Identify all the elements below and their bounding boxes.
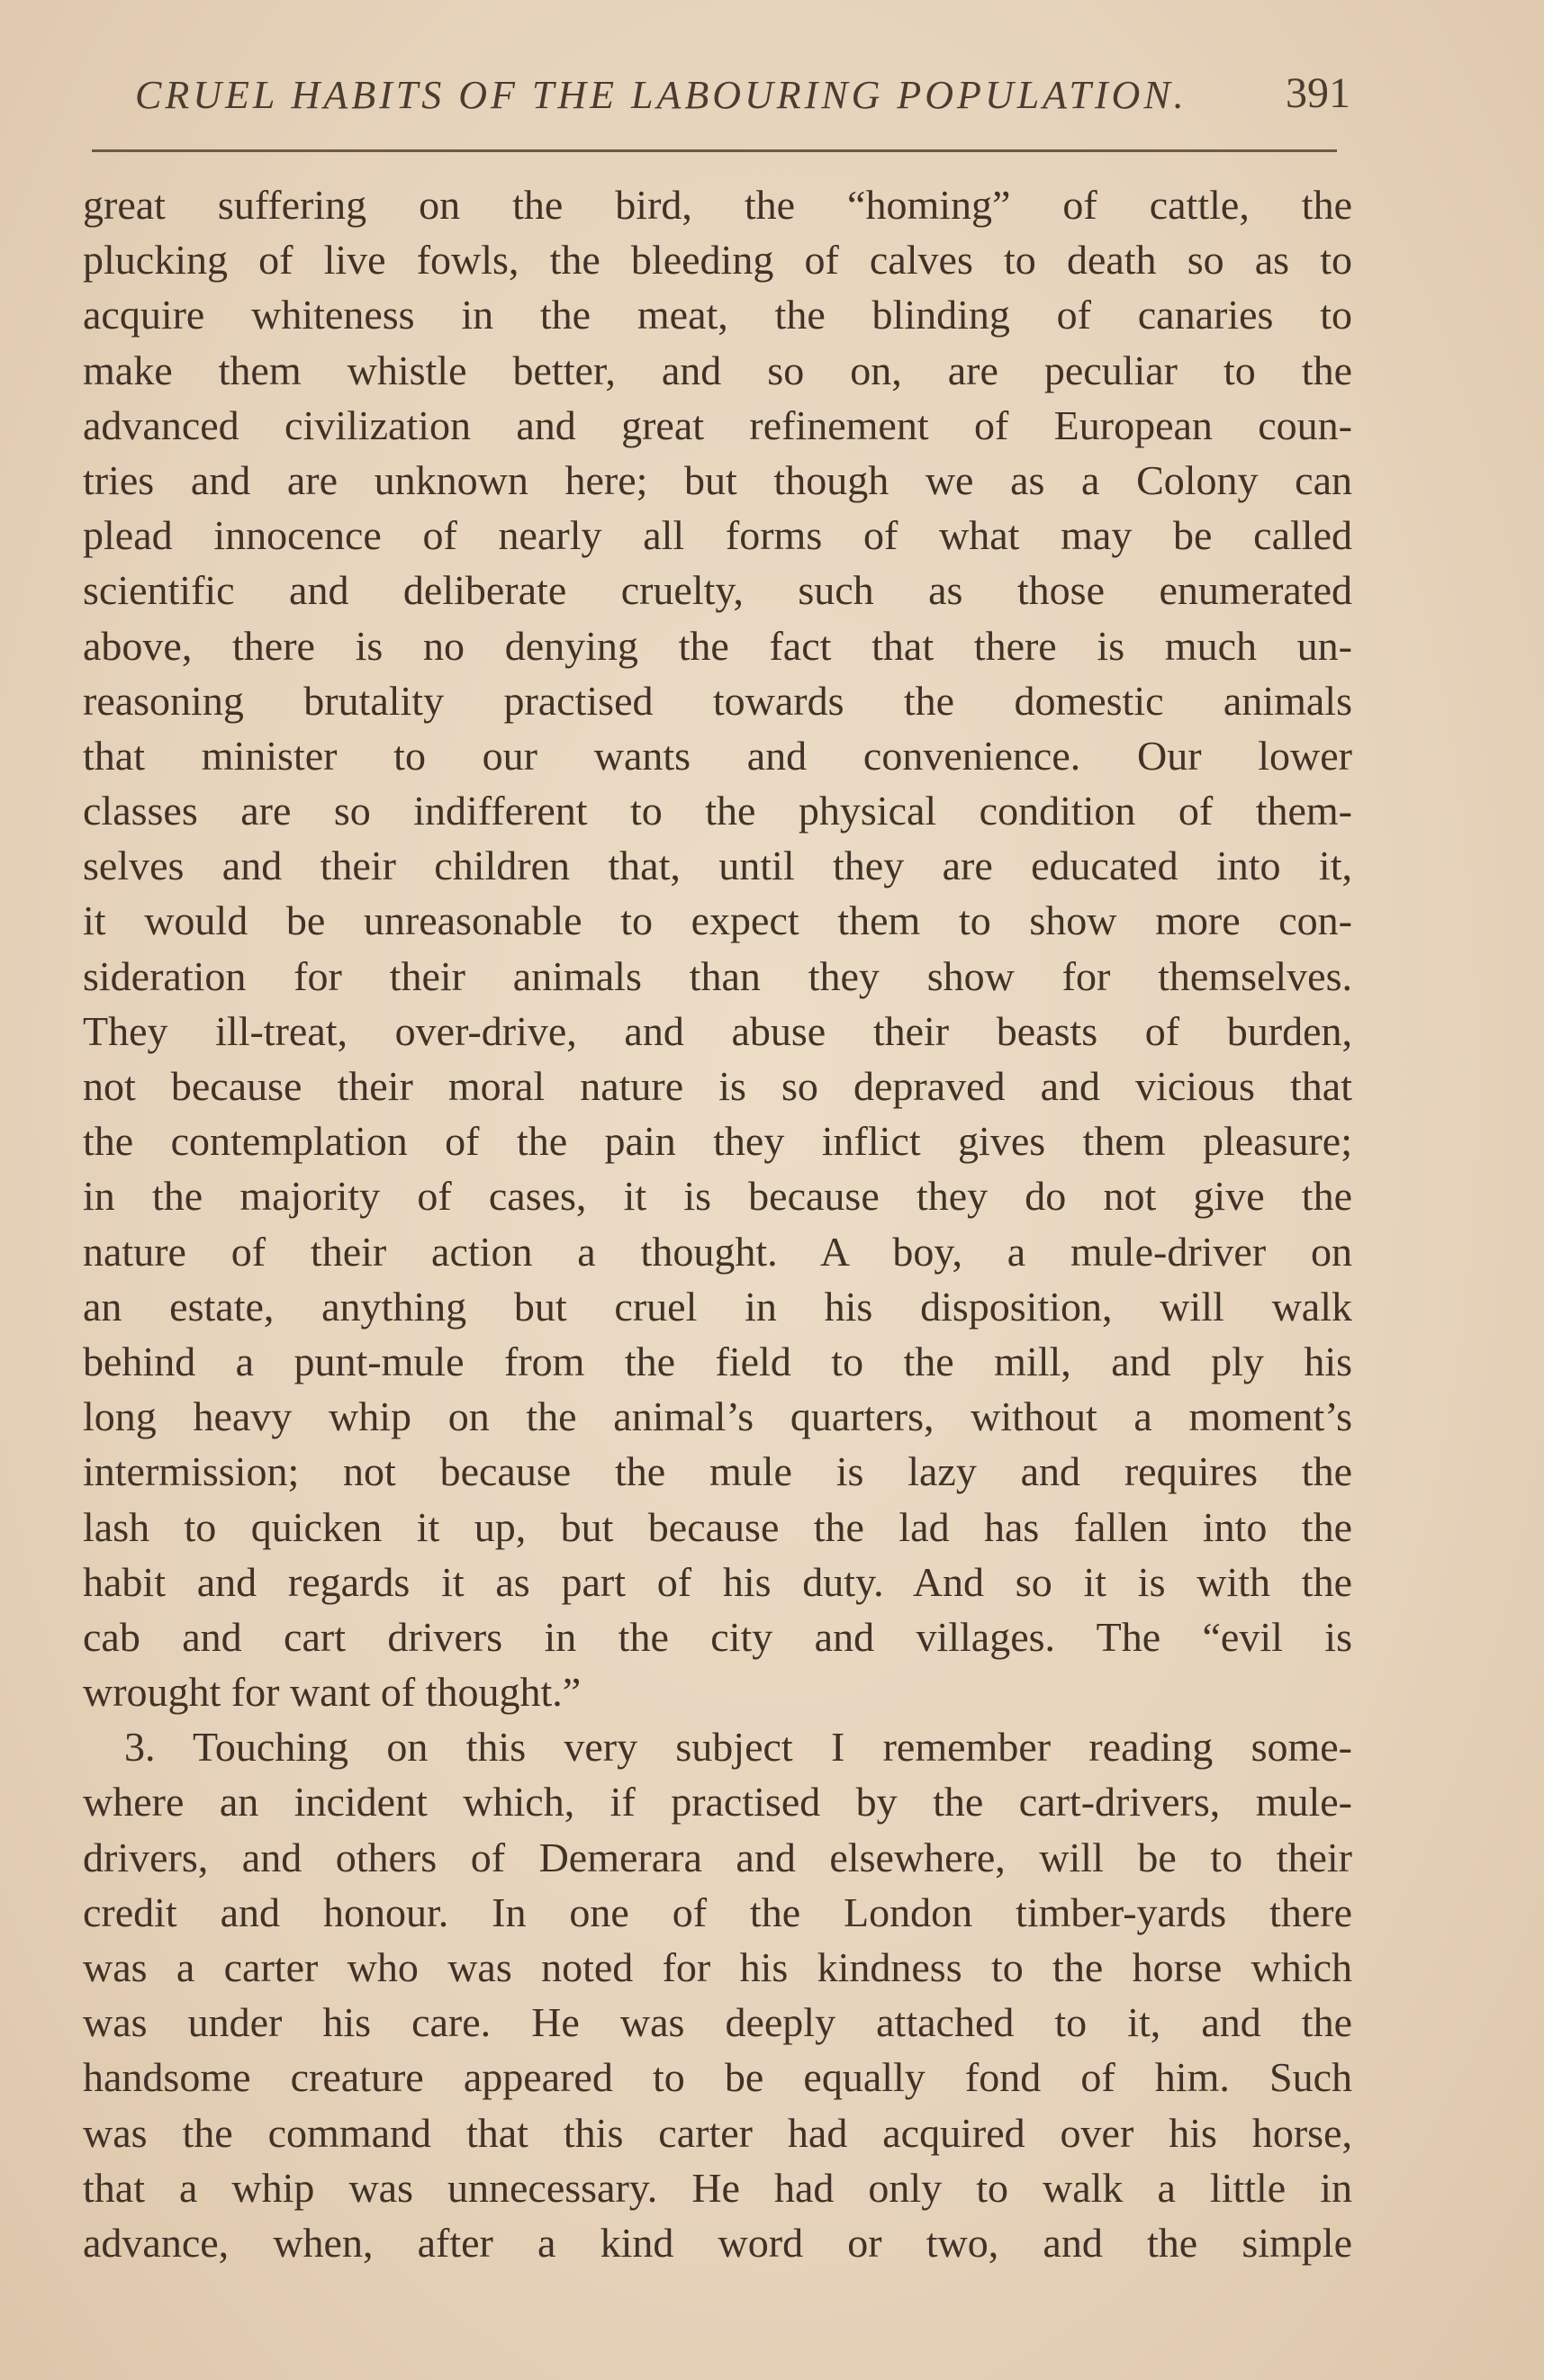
text-line: long heavy whip on the animal’s quarters, without a moment’s (83, 1393, 1352, 1440)
text-line: scientific and deliberate cruelty, such as those enumerated (83, 567, 1352, 614)
text-line: make them whistle better, and so on, are peculiar to the (83, 347, 1352, 393)
text-line: advanced civilization and great refinement of European coun- (83, 401, 1352, 448)
text-line: where an incident which, if practised by the cart-drivers, mule- (83, 1779, 1352, 1826)
text-line: an estate, anything but cruel in his disposition, will walk (83, 1283, 1352, 1330)
text-line: above, there is no denying the fact that there is much un- (83, 622, 1352, 669)
text-line: acquire whiteness in the meat, the blinding of canaries to (83, 292, 1352, 338)
text-line: in the majority of cases, it is because they do not give the (83, 1173, 1352, 1220)
text-line: behind a punt-mule from the field to the mill, and ply his (83, 1338, 1352, 1384)
text-line: that a whip was unnecessary. He had only to walk a little in (83, 2164, 1352, 2211)
text-line: classes are so indifferent to the physical condition of them- (83, 788, 1352, 834)
text-line: sideration for their animals than they show for themselves. (83, 952, 1352, 999)
text-line: wrought for want of thought.” (83, 1669, 582, 1716)
text-line: habit and regards it as part of his duty. And so it is with the (83, 1558, 1352, 1605)
text-line: that minister to our wants and convenience. Our lower (83, 732, 1352, 779)
running-head: CRUEL HABITS OF THE LABOURING POPULATION. (135, 73, 1187, 117)
text-line: They ill-treat, over-drive, and abuse their beasts of burden, (83, 1007, 1352, 1054)
page-number: 391 (1286, 69, 1350, 117)
text-line: plucking of live fowls, the bleeding of calves to death so as to (83, 237, 1352, 284)
text-line: credit and honour. In one of the London timber-yards there (83, 1889, 1352, 1935)
text-line: the contemplation of the pain they inflict gives them pleasure; (83, 1118, 1352, 1165)
text-line: selves and their children that, until they are educated into it, (83, 843, 1352, 889)
text-line: handsome creature appeared to be equally fond of him. Such (83, 2054, 1352, 2101)
text-line: great suffering on the bird, the “homing” of cattle, the (83, 182, 1352, 228)
body-text (83, 177, 1352, 2270)
text-line: not because their moral nature is so depraved and vicious that (83, 1063, 1352, 1109)
text-line: drivers, and others of Demerara and elsewhere, will be to their (83, 1834, 1352, 1880)
text-line: tries and are unknown here; but though we as a Colony can (83, 456, 1352, 503)
text-line: intermission; not because the mule is lazy and requires the (83, 1448, 1352, 1495)
text-line: plead innocence of nearly all forms of what may be called (83, 512, 1352, 559)
text-line: cab and cart drivers in the city and villages. The “evil is (83, 1613, 1352, 1660)
header-rule (92, 149, 1337, 152)
text-line: was the command that this carter had acquired over his horse, (83, 2109, 1352, 2156)
page-header (135, 69, 1350, 135)
text-line: 3. Touching on this very subject I remember reading some- (124, 1724, 1352, 1771)
text-line: advance, when, after a kind word or two, and the simple (83, 2219, 1352, 2266)
text-line: was under his care. He was deeply attached to it, and the (83, 1999, 1352, 2046)
text-line: it would be unreasonable to expect them to show more con- (83, 897, 1352, 944)
text-line: lash to quicken it up, but because the lad has fallen into the (83, 1503, 1352, 1550)
text-line: nature of their action a thought. A boy, a mule-driver on (83, 1228, 1352, 1275)
text-line: was a carter who was noted for his kindness to the horse which (83, 1944, 1352, 1990)
text-line: reasoning brutality practised towards the domestic animals (83, 677, 1352, 724)
